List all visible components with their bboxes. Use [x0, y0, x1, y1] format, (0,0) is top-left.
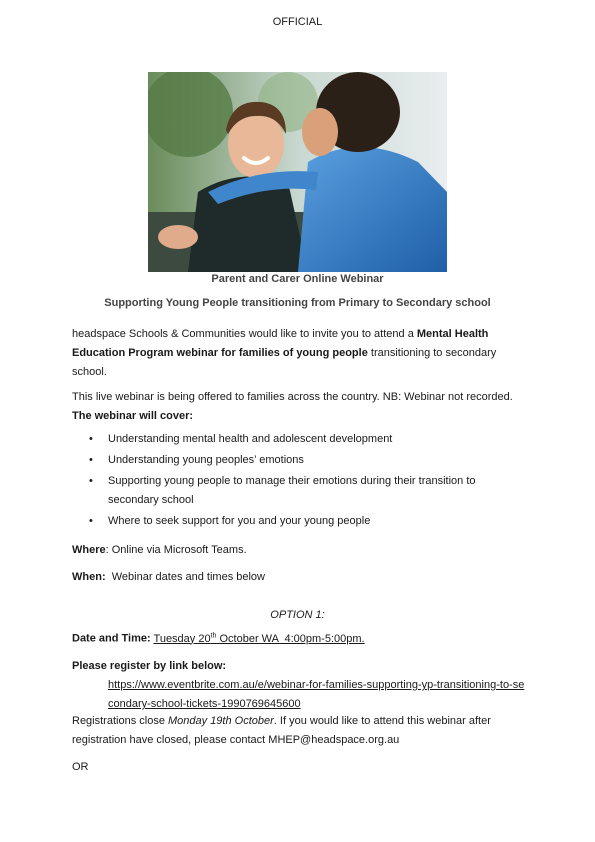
registration-link[interactable]: https://www.eventbrite.com.au/e/webinar-for-families-supporting-yp-transitioning-to-secondary-school-tickets-1990769645600	[108, 679, 525, 710]
option-heading: OPTION 1:	[270, 609, 325, 621]
classification-header: OFFICIAL	[272, 16, 323, 28]
hero-photo	[148, 72, 447, 272]
intro-paragraph: headspace Schools & Communities would like to invite you to attend a Mental Health Education Program webinar for families of young people transitioning to secondary school.	[72, 328, 497, 378]
webinar-details	[72, 388, 528, 533]
topics-list	[72, 430, 528, 531]
bullet-icon: •	[89, 433, 93, 445]
list-item: • Understanding mental health and adolescent development	[72, 430, 528, 449]
date-time-line: Date and Time: Tuesday 20th October WA 4:00pm-5:00pm.	[72, 632, 365, 645]
registration-close-note: Registrations close Monday 19th October. If you would like to attend this webinar after registration have closed, please contact MHEP@headspace.org.au	[72, 715, 491, 746]
bullet-icon: •	[89, 454, 93, 466]
or-separator: OR	[72, 761, 89, 773]
live-notice: This live webinar is being offered to families across the country. NB: Webinar not recorded.	[72, 391, 513, 403]
register-heading: Please register by link below:	[72, 660, 227, 672]
list-item: • Where to seek support for you and your young people	[72, 512, 528, 531]
program-name: Mental Health Education Program webinar for families of young people	[72, 328, 489, 359]
where-line: Where: Online via Microsoft Teams.	[72, 544, 247, 556]
webinar-subtitle: Supporting Young People transitioning from Primary to Secondary school	[104, 297, 491, 309]
cover-heading: The webinar will cover:	[72, 410, 194, 422]
list-item: • Supporting young people to manage their emotions during their transition to secondary school	[72, 472, 528, 510]
bullet-icon: •	[89, 475, 93, 487]
photo-caption: Parent and Carer Online Webinar	[211, 273, 384, 285]
when-line: When: Webinar dates and times below	[72, 571, 265, 583]
list-item: • Understanding young peoples’ emotions	[72, 451, 528, 470]
bullet-icon: •	[89, 515, 93, 527]
date-time-value: Tuesday 20th October WA 4:00pm-5:00pm.	[153, 632, 365, 645]
